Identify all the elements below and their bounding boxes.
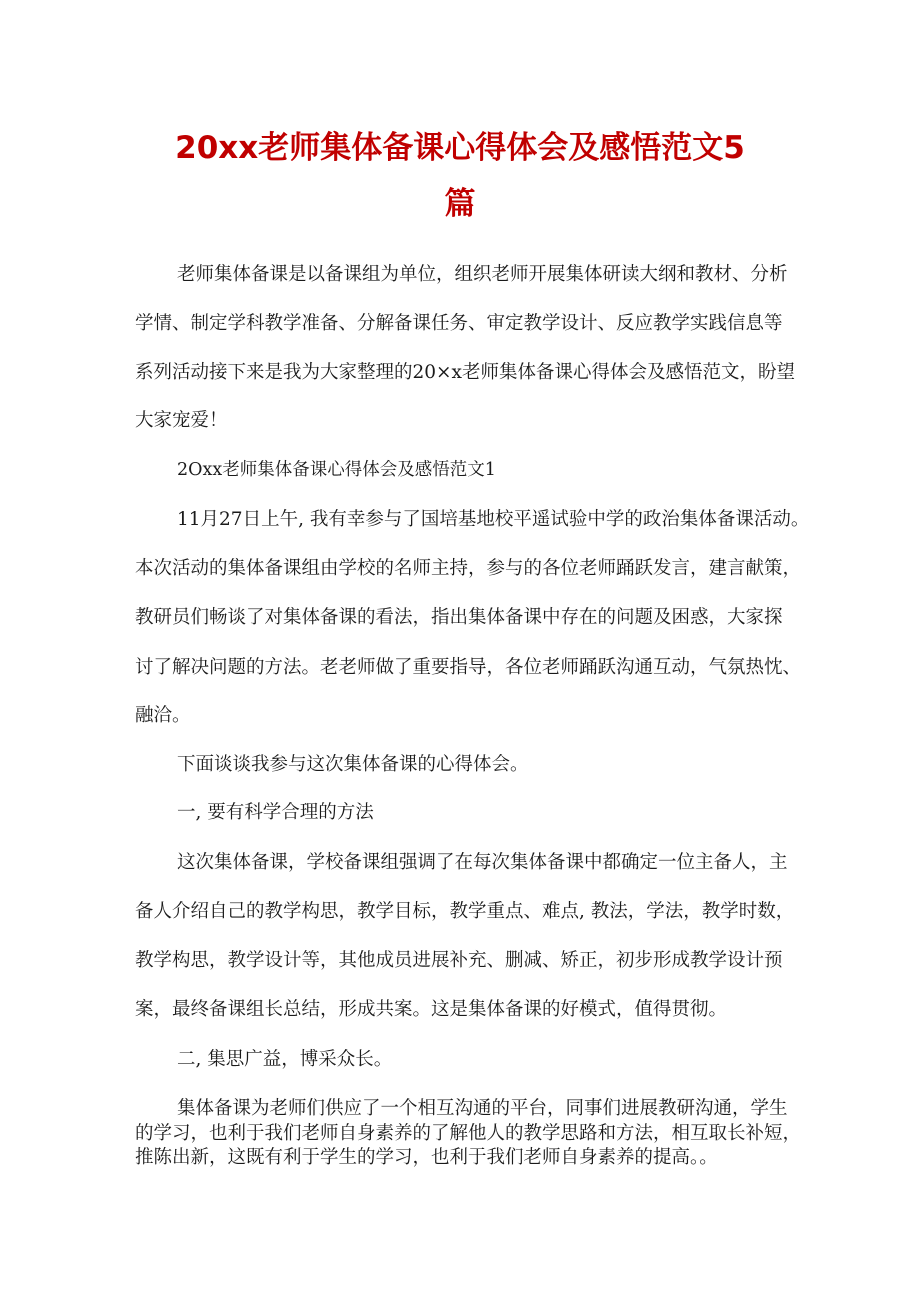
intro-line: 大家宠爱！: [135, 410, 228, 431]
paragraph-line: 下面谈谈我参与这次集体备课的心得体会。: [177, 754, 529, 775]
point-heading: 二, 集思广益，博采众长。: [177, 1049, 393, 1070]
document-title-line-2: 篇: [444, 186, 476, 222]
paragraph-line: 教学构思，教学设计等，其他成员进展补充、删减、矫正，初步形成教学设计预: [135, 950, 783, 971]
paragraph-line: 推陈出新，这既有利于学生的学习，也利于我们老师自身素养的提高。。: [135, 1147, 718, 1168]
paragraph-line: 本次活动的集体备课组由学校的名师主持，参与的各位老师踊跃发言，建言献策，: [135, 558, 802, 579]
intro-line: 系列活动接下来是我为大家整理的20×x老师集体备课心得体会及感悟范文，盼望: [135, 362, 795, 383]
paragraph-line: 的学习，也利于我们老师自身素养的了解他人的教学思路和方法，相互取长补短，: [135, 1123, 802, 1144]
paragraph-line: 案，最终备课组长总结，形成共案。这是集体备课的好模式，值得贯彻。: [135, 999, 728, 1020]
paragraph-line: 教研员们畅谈了对集体备课的看法，指出集体备课中存在的问题及困惑，大家探: [135, 607, 783, 628]
paragraph-line: 11月27日上午, 我有幸参与了国培基地校平遥试验中学的政治集体备课活动。: [177, 509, 810, 530]
document-title-line-1: 20xx老师集体备课心得体会及感悟范文5: [175, 130, 745, 166]
point-heading: 一, 要有科学合理的方法: [177, 802, 374, 823]
intro-line: 学情、制定学科教学准备、分解备课任务、审定教学设计、反应教学实践信息等: [135, 313, 783, 334]
intro-line: 老师集体备课是以备课组为单位，组织老师开展集体研读大纲和教材、分析: [177, 264, 788, 285]
paragraph-line: 集体备课为老师们供应了一个相互沟通的平台，同事们进展教研沟通，学生: [177, 1098, 788, 1119]
paragraph-line: 这次集体备课，学校备课组强调了在每次集体备课中都确定一位主备人，主: [177, 852, 788, 873]
paragraph-line: 备人介绍自己的教学构思，教学目标，教学重点、难点, 教法，学法，教学时数，: [135, 901, 795, 922]
paragraph-line: 融洽。: [135, 705, 191, 726]
paragraph-line: 讨了解决问题的方法。老老师做了重要指导，各位老师踊跃沟通互动，气氛热忱、: [135, 657, 802, 678]
section-heading: 2Oxx老师集体备课心得体会及感悟范文1: [177, 460, 496, 480]
